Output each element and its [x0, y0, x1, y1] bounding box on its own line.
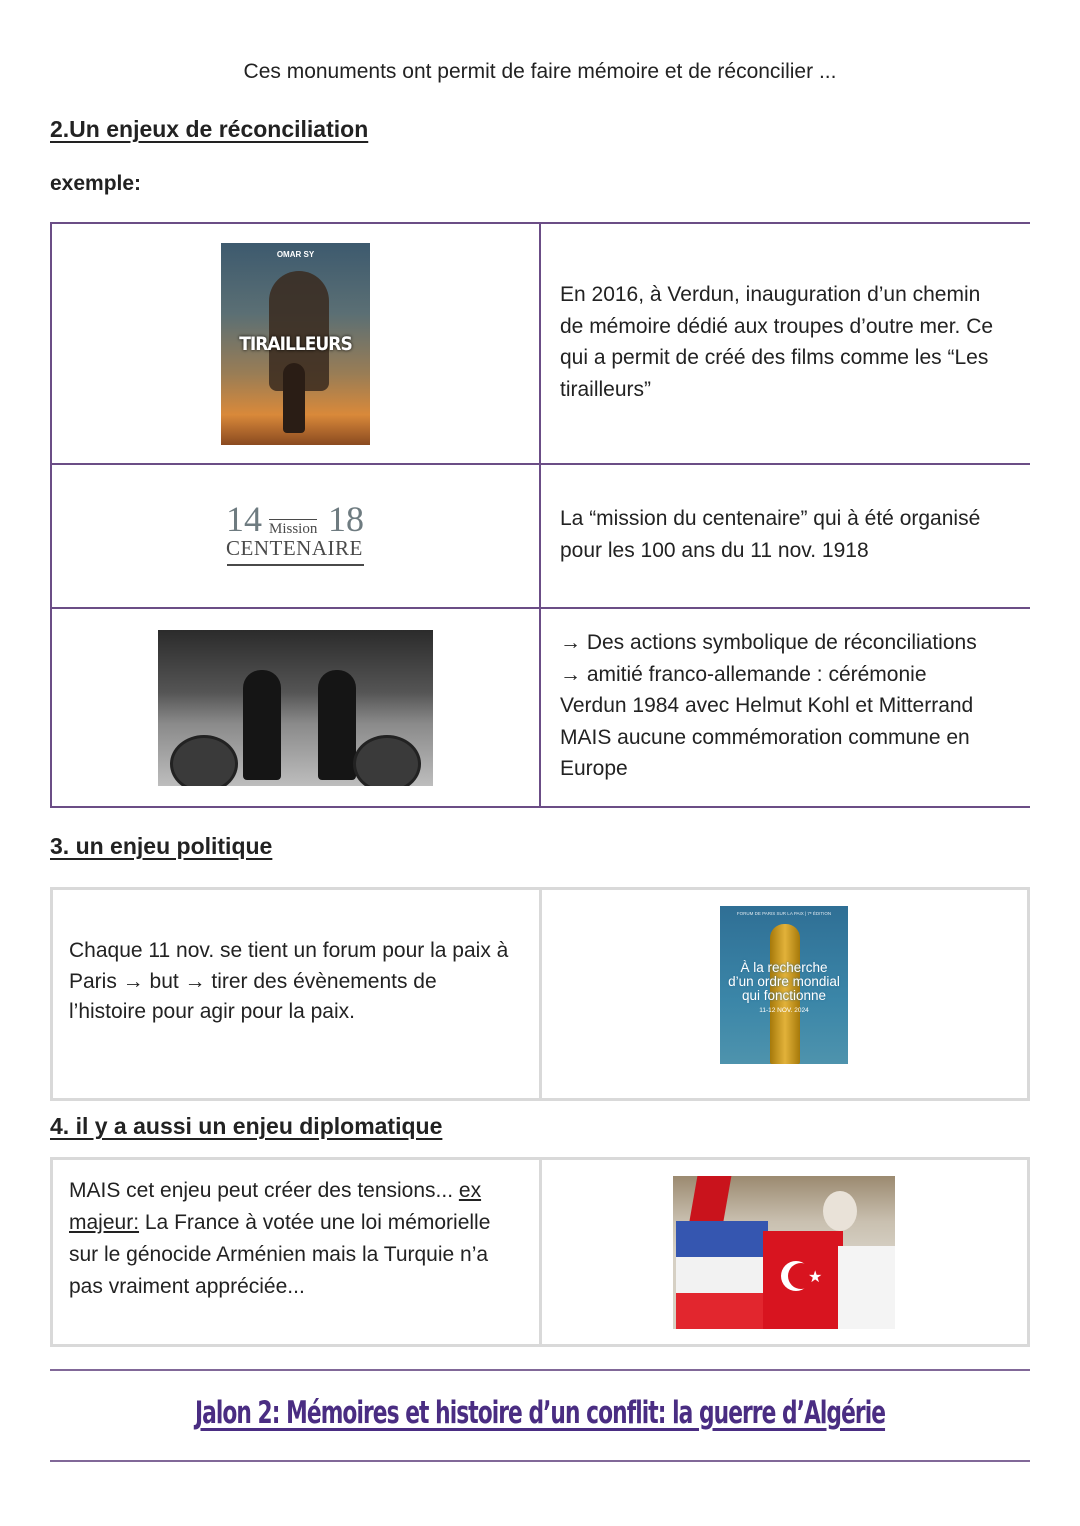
row-1-line: qui a permit de créé des films comme les “Les — [560, 346, 989, 369]
political-line: Chaque 11 nov. se tient un forum pour la paix à — [69, 939, 509, 962]
row-3-line: → amitié franco-allemande : cérémonie — [560, 662, 927, 686]
logo-18: 18 — [328, 499, 364, 539]
row-2-text — [560, 503, 980, 566]
row-3-line: → Des actions symbolique de réconciliations — [560, 631, 977, 654]
section-4-title: 4. il y a aussi un enjeu diplomatique — [50, 1113, 443, 1139]
diplomatic-line: pas vraiment appréciée... — [69, 1275, 305, 1298]
example-label: exemple: — [50, 172, 142, 195]
political-line: l’histoire pour agir pour la paix. — [69, 1000, 355, 1023]
political-line: Paris → but → tirer des évènements de — [69, 969, 437, 993]
logo-14: 14 — [226, 499, 262, 539]
forum-paix-poster — [720, 906, 848, 1064]
intro-text: Ces monuments ont permit de faire mémoire et de réconcilier ... — [243, 60, 837, 83]
row-1-text — [560, 279, 993, 405]
diplomatic-line: sur le génocide Arménien mais la Turquie n’a — [69, 1243, 489, 1266]
diplomatic-line: majeur: La France à votée une loi mémorielle — [69, 1211, 491, 1234]
mission-centenaire-logo — [226, 498, 366, 568]
political-text — [69, 936, 508, 1028]
logo-mission: Mission — [269, 521, 318, 537]
section-3-title: 3. un enjeu politique — [50, 833, 273, 859]
row-3-line: Verdun 1984 avec Helmut Kohl et Mitterrand — [560, 694, 974, 717]
jalon-2-heading: Jalon 2: Mémoires et histoire d’un conflit: la guerre d’Algérie — [194, 1395, 886, 1431]
poster-line: À la recherche — [740, 960, 828, 975]
divider-top — [50, 1369, 1030, 1371]
poster-title: TIRAILLEURS — [239, 333, 352, 355]
poster-line: d’un ordre mondial — [728, 974, 840, 989]
divider-bottom — [50, 1460, 1030, 1462]
row-1-line: tirailleurs” — [560, 377, 652, 401]
row-3-text — [560, 627, 977, 785]
verdun-1984-photo — [158, 630, 433, 786]
row-2-line: La “mission du centenaire” qui à été organisé — [560, 507, 981, 530]
diplomatic-text — [69, 1175, 490, 1303]
poster-dates: 11-12 NOV. 2024 — [759, 1007, 809, 1014]
row-2-line: pour les 100 ans du 11 nov. 1918 — [560, 538, 869, 562]
logo-centenaire: CENTENAIRE — [226, 536, 363, 560]
row-1-line: En 2016, à Verdun, inauguration d’un chemin — [560, 283, 981, 306]
row-1-line: de mémoire dédié aux troupes d’outre mer. Ce — [560, 314, 994, 338]
row-3-line: MAIS aucune commémoration commune en — [560, 725, 970, 749]
poster-actor: OMAR SY — [276, 250, 315, 259]
tirailleurs-poster — [221, 243, 370, 445]
poster-header: FORUM DE PARIS SUR LA PAIX | 7ᵉ ÉDITION — [736, 911, 832, 916]
poster-line: qui fonctionne — [741, 988, 827, 1003]
diplomatic-line: MAIS cet enjeu peut créer des tensions... ex — [69, 1179, 482, 1202]
section-2-title: 2.Un enjeux de réconciliation — [50, 116, 369, 142]
row-3-line: Europe — [560, 757, 628, 780]
flags-photo: ★ — [673, 1176, 895, 1329]
